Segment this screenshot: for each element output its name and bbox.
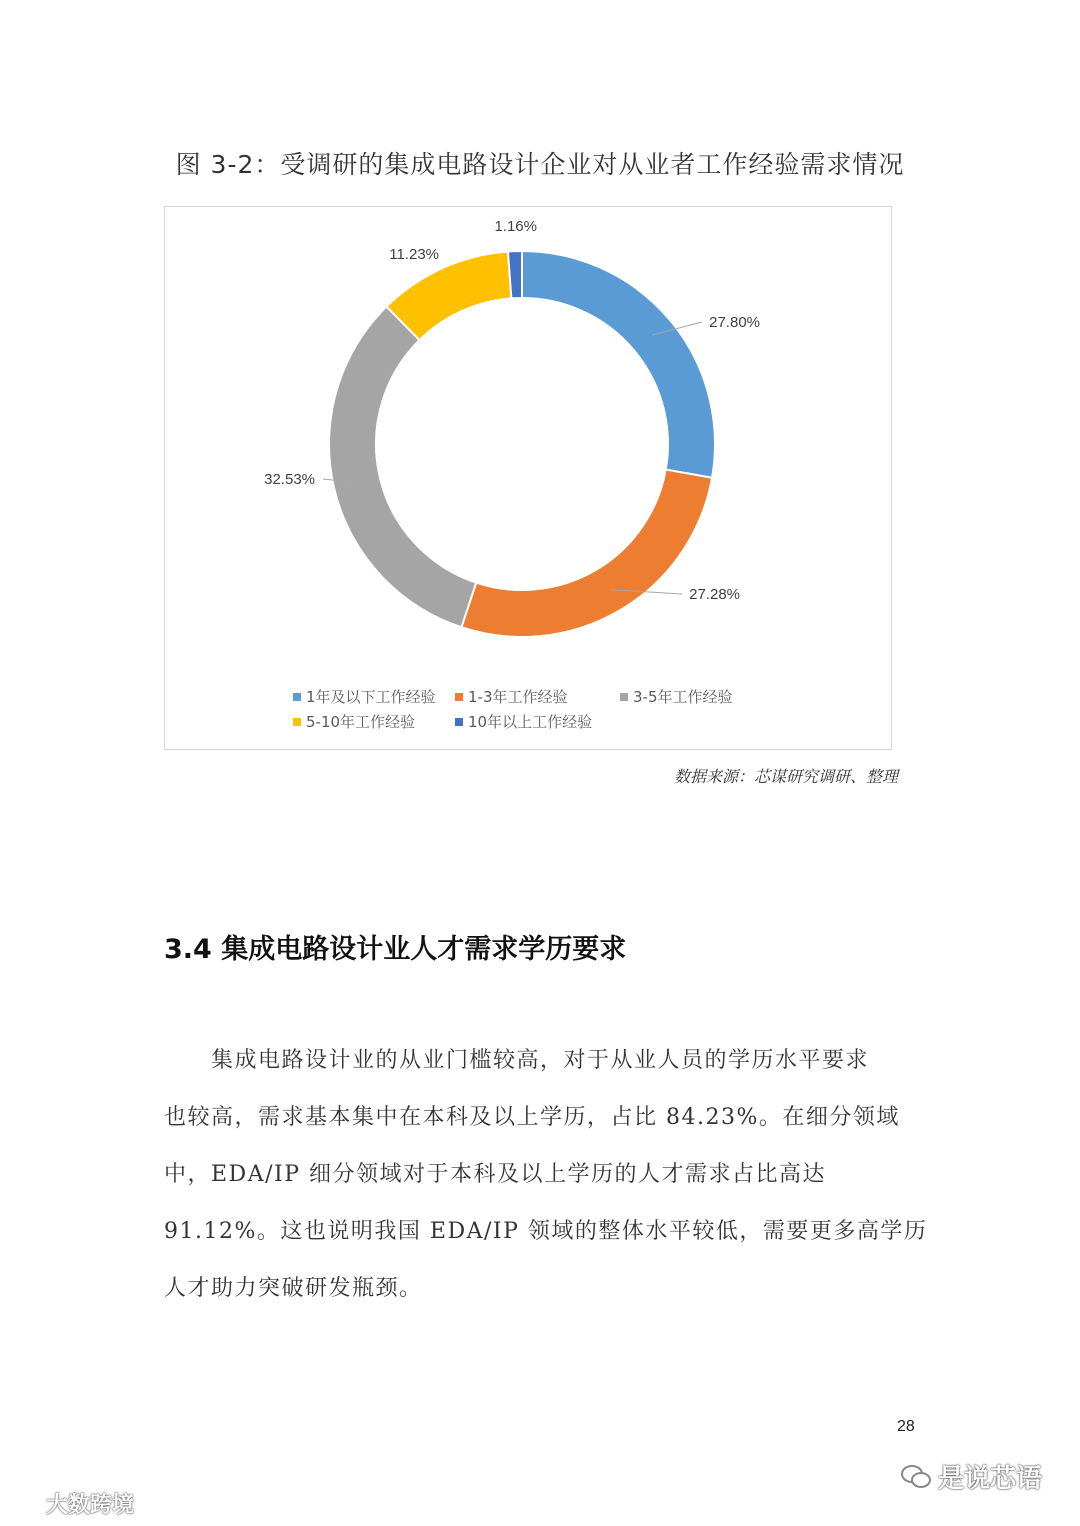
watermark-left bbox=[6, 1488, 134, 1519]
data-label: 32.53% bbox=[264, 471, 315, 488]
legend-label: 1年及以下工作经验 bbox=[306, 688, 436, 706]
watermark-right bbox=[900, 1458, 1042, 1495]
paragraph-line: 91.12%。这也说明我国 EDA/IP 领域的整体水平较低，需要更多高学历 bbox=[164, 1219, 928, 1244]
wechat-icon bbox=[900, 1463, 932, 1491]
data-label: 27.80% bbox=[709, 314, 760, 331]
chart-svg bbox=[165, 207, 891, 749]
legend-swatch bbox=[293, 693, 301, 701]
donut-slice bbox=[508, 251, 522, 298]
page-number: 28 bbox=[897, 1418, 915, 1435]
legend-label: 10年以上工作经验 bbox=[468, 713, 593, 731]
section-heading: 3.4 集成电路设计业人才需求学历要求 bbox=[164, 934, 627, 965]
donut-chart bbox=[164, 206, 892, 750]
watermark-logo-icon bbox=[6, 1493, 40, 1515]
paragraph-line: 也较高，需求基本集中在本科及以上学历，占比 84.23%。在细分领域 bbox=[164, 1105, 900, 1130]
paragraph-line: 集成电路设计业的从业门槛较高，对于从业人员的学历水平要求 bbox=[164, 1048, 870, 1073]
watermark-right-text: 是说芯语 bbox=[938, 1464, 1043, 1494]
donut-slice bbox=[522, 251, 715, 478]
donut-slice bbox=[386, 252, 511, 341]
legend-label: 1-3年工作经验 bbox=[468, 688, 568, 706]
legend-swatch bbox=[293, 718, 301, 726]
legend-label: 3-5年工作经验 bbox=[633, 688, 733, 706]
legend-label: 5-10年工作经验 bbox=[306, 713, 416, 731]
data-label: 27.28% bbox=[689, 586, 740, 603]
data-label: 1.16% bbox=[494, 218, 537, 235]
watermark-left-text: 大数跨境 bbox=[46, 1493, 135, 1518]
figure-title: 图 3-2：受调研的集成电路设计企业对从业者工作经验需求情况 bbox=[175, 150, 905, 179]
data-source-note: 数据来源：芯谋研究调研、整理 bbox=[673, 767, 898, 786]
body-paragraph bbox=[164, 1032, 928, 1317]
legend-swatch bbox=[455, 693, 463, 701]
legend-swatch bbox=[455, 718, 463, 726]
data-label: 11.23% bbox=[389, 246, 439, 263]
paragraph-line: 人才助力突破研发瓶颈。 bbox=[164, 1276, 423, 1301]
legend-swatch bbox=[620, 693, 628, 701]
donut-slice bbox=[461, 470, 712, 637]
donut-slice bbox=[329, 307, 476, 628]
paragraph-line: 中，EDA/IP 细分领域对于本科及以上学历的人才需求占比高达 bbox=[164, 1162, 826, 1187]
